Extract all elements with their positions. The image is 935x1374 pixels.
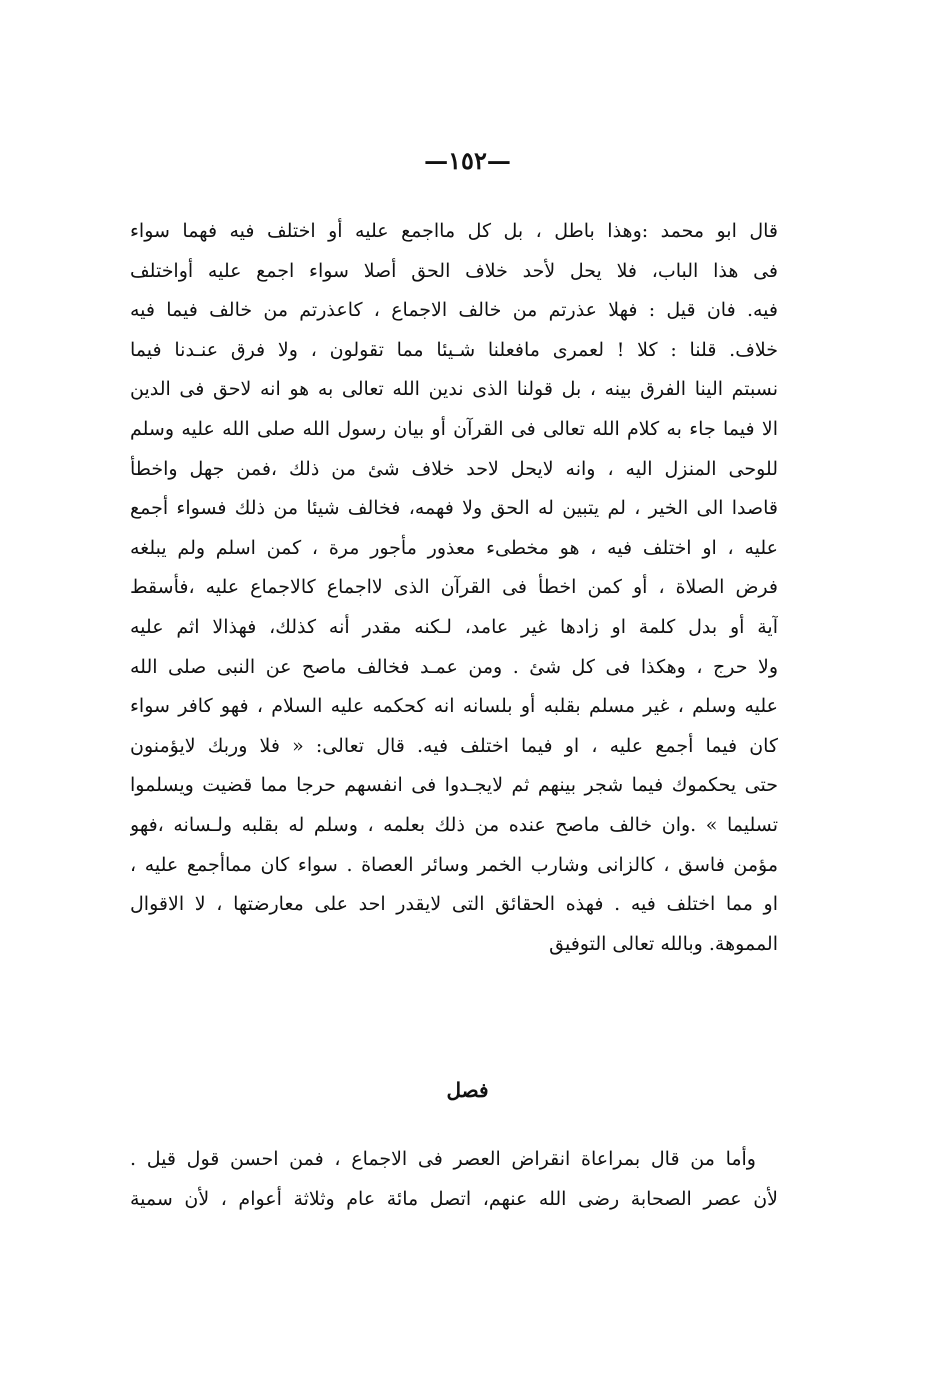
- text-line: حتى يحكموك فيما شجر بينهم ثم لايجـدوا فى انفسهم حرجا مما قضيت ويسلموا: [130, 774, 778, 797]
- text-line: فرض الصلاة ، أو كمن اخطأ فى القرآن الذى لااجماع كالاجماع عليه ،فأسقط: [130, 576, 778, 599]
- text-line: فيه. فان قيل : فهلا عذرتم من خالف الاجماع ، كاعذرتم من خالف فيما فيه: [130, 299, 778, 322]
- text-line: مؤمن فاسق ، كالزانى وشارب الخمر وسائر العصاة . سواء كان مماأجمع عليه ،: [130, 853, 778, 876]
- text-line: قاصدا الى الخير ، لم يتبين له الحق ولا فهمه، فخالف شيئا من ذلك فسواء أجمع: [130, 497, 778, 520]
- text-line: المموهة. وبالله تعالى التوفيق: [549, 932, 778, 955]
- paragraph-2: [130, 1140, 778, 1219]
- text-line: كان فيما أجمع عليه ، او فيما اختلف فيه. قال تعالى: « فلا وربك لايؤمنون: [130, 734, 778, 757]
- text-line: ولا حرج ، وهكذا فى كل شئ . ومن عمـد فخالف ماصح عن النبى صلى الله: [130, 655, 778, 678]
- text-line: للوحى المنزل اليه ، وانه لايحل لاحد خلاف شئ من ذلك ،فمن جهل واخطأ: [130, 457, 778, 480]
- text-line: او مما اختلف فيه . فهذه الحقائق التى لايقدر احد على معارضتها ، لا الاقوال: [130, 893, 778, 916]
- paragraph-1: [130, 212, 778, 964]
- text-line: وأما من قال بمراعاة انقراض العصر فى الاجماع ، فمن احسن قول قيل .: [130, 1148, 756, 1170]
- text-line: تسليما » .وان خالف ماصح عنده من ذلك بعلمه ، وسلم له بقلبه ولـسانه ،فهو: [130, 813, 778, 836]
- text-line: عليه وسلم ، غير مسلم بقلبه أو بلسانه انه كحكمه عليه السلام ، فهو كافر سواء: [130, 695, 778, 718]
- text-line: نسبتم الينا الفرق بينه ، بل قولنا الذى ندين الله تعالى به هو انه لاحق فى الدين: [130, 378, 778, 401]
- text-line: خلاف. قلنا : كلا ! لعمرى مافعلنا شـيئا مما تقولون ، ولا فرق عنـدنا فيما: [130, 338, 778, 361]
- section-heading: فصل: [446, 1078, 489, 1102]
- text-line: لأن عصر الصحابة رضى الله عنهم، اتصل مائة عام وثلاثة أعوام ، لأن سمية: [130, 1187, 778, 1210]
- text-line: قال ابو محمد :وهذا باطل ، بل كل مااجمع عليه أو اختلف فيه فهما سواء: [130, 220, 778, 242]
- text-line: الا فيما جاء به كلام الله تعالى فى القرآن أو بيان رسول الله صلى الله عليه وسلم: [130, 417, 778, 440]
- text-line: عليه ، او اختلف فيه ، هو مخطىء معذور مأجور مرة ، كمن اسلم ولم يبلغه: [130, 536, 778, 559]
- text-line: فى هذا الباب، فلا يحل لأحد خلاف الحق أصلا سواء اجمع عليه أواختلف: [130, 259, 778, 282]
- text-line: آية أو بدل كلمة او زادها غير عامد، لـكنه مقدر أنه كذلك، فهذالا اثم عليه: [130, 615, 778, 638]
- page-number: —١٥٢—: [424, 146, 511, 175]
